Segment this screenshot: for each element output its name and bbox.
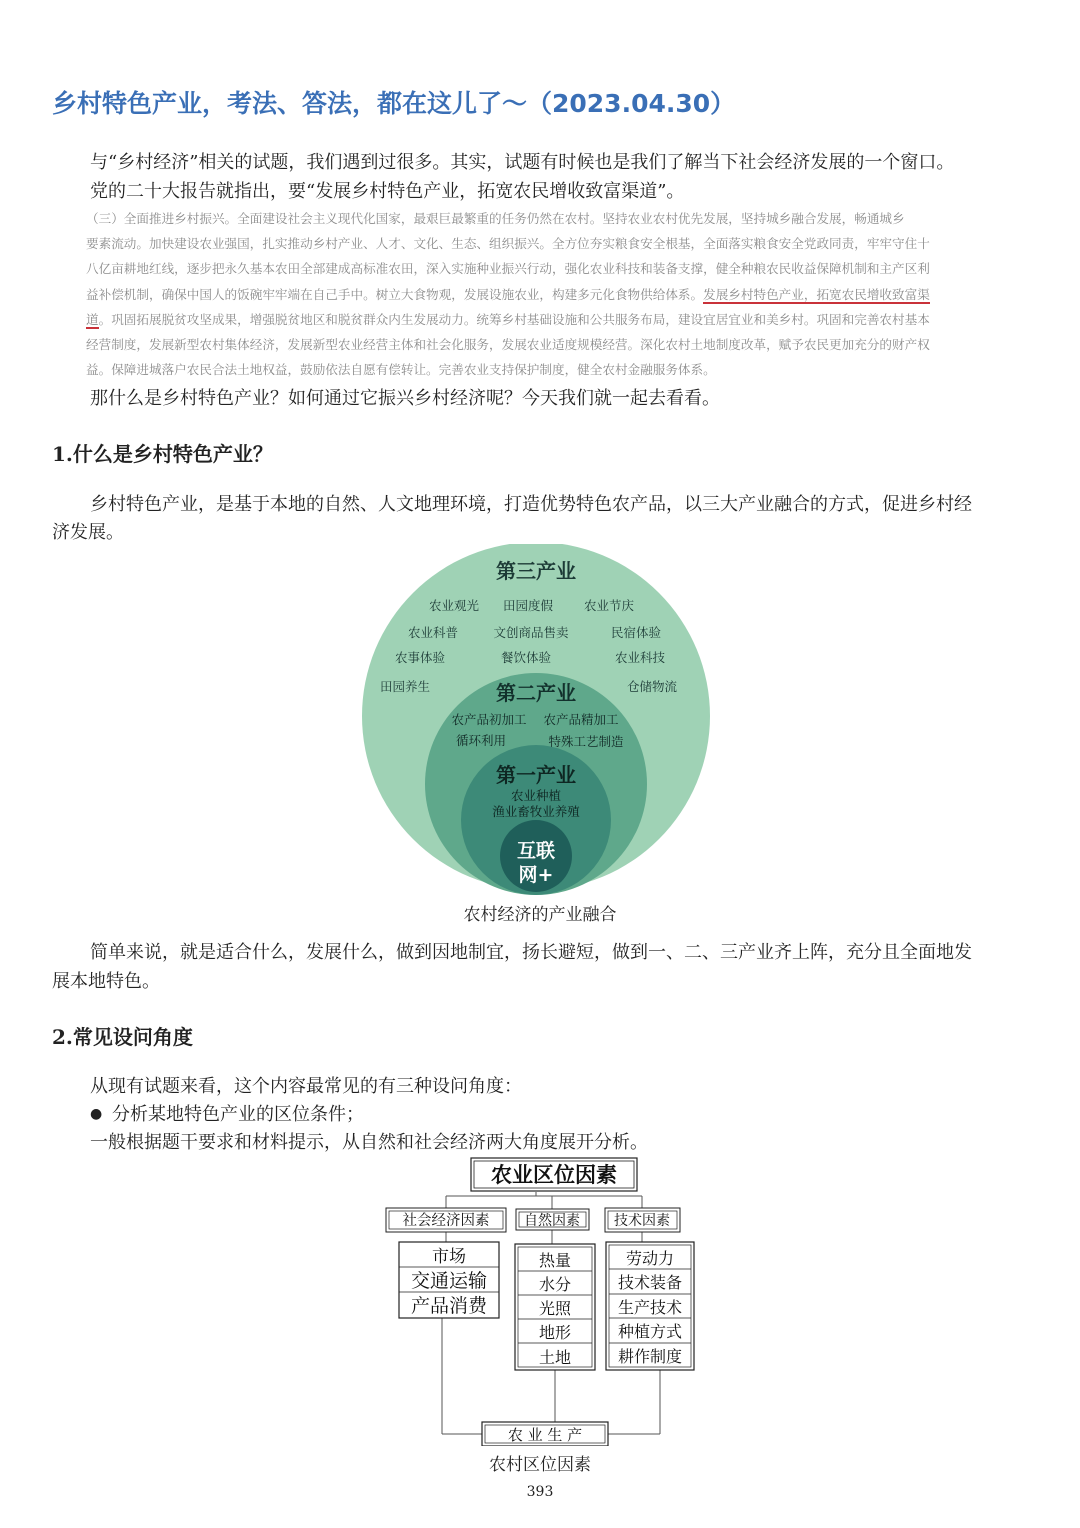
page-title: 乡村特色产业，考法、答法，都在这儿了～（2023.04.30） — [52, 89, 736, 118]
page-number: 393 — [526, 1484, 554, 1500]
excerpt-line: 经营制度，发展新型农村集体经济，发展新型农业经营主体和社会化服务，发展农业适度规模经营。深化农村土地制度改革，赋予农民更加充分的财产权 — [86, 337, 930, 353]
tech-factor-item: 劳动力 — [625, 1249, 675, 1268]
excerpt-text: 益补偿机制，确保中国人的饭碗牢牢端在自己手中。树立大食物观，发展设施农业，构建多元化食物供给体系。 — [86, 286, 704, 302]
section-1-heading: 1.什么是乡村特色产业？ — [52, 442, 273, 466]
social-factor-item: 交通运输 — [410, 1270, 488, 1292]
section-2-line-2: 一般根据题干要求和材料提示，从自然和社会经济两大角度展开分析。 — [90, 1132, 648, 1153]
bullet-icon: ● — [90, 1106, 103, 1122]
third-item: 田园度假 — [502, 598, 554, 613]
tech-factor-item: 耕作制度 — [617, 1347, 683, 1366]
excerpt-text: 。巩固拓展脱贫攻坚成果，增强脱贫地区和脱贫群众内生发展动力。统筹乡村基础设施和公共服务布局，建设宜居宜业和美乡村。巩固和完善农村基本 — [98, 311, 930, 327]
second-item: 农产品精加工 — [543, 712, 619, 727]
social-factor-item: 产品消费 — [410, 1295, 488, 1317]
tech-factor-item: 种植方式 — [617, 1322, 683, 1341]
agri-production-label: 农 业 生 产 — [507, 1426, 583, 1444]
bullet-item: 分析某地特色产业的区位条件； — [112, 1104, 364, 1125]
third-item: 餐饮体验 — [500, 650, 552, 665]
report-excerpt — [86, 206, 996, 382]
section-2-line-1: 从现有试题来看，这个内容最常见的有三种设问角度： — [90, 1076, 522, 1097]
third-item: 农业观光 — [428, 598, 480, 613]
first-item: 农业种植 — [510, 788, 562, 803]
summary-line-2: 展本地特色。 — [52, 971, 160, 992]
excerpt-line: 八亿亩耕地红线，逐步把永久基本农田全部建成高标准农田，深入实施种业振兴行动，强化农业科技和装备支撑，健全种粮农民收益保障机制和主产区利 — [86, 261, 930, 277]
industry-fusion-diagram — [356, 544, 724, 896]
third-item: 农业节庆 — [583, 598, 635, 613]
social-factor-item: 市场 — [432, 1247, 466, 1267]
question-line: 那什么是乡村特色产业？如何通过它振兴乡村经济呢？今天我们就一起去看看。 — [90, 388, 720, 409]
second-item: 循环利用 — [455, 733, 507, 748]
third-item: 田园养生 — [379, 679, 431, 694]
location-caption: 农村区位因素 — [489, 1455, 591, 1475]
third-item: 文创商品售卖 — [493, 625, 569, 640]
group-label-natural: 自然因素 — [524, 1213, 580, 1229]
second-item: 农产品初加工 — [451, 712, 527, 727]
internet-core-label: 互联 — [516, 840, 556, 862]
internet-core-label: 网+ — [518, 864, 554, 886]
second-industry-title: 第二产业 — [496, 681, 576, 705]
natural-factor-item: 水分 — [538, 1275, 572, 1294]
highlighted-phrase: 发展乡村特色产业，拓宽农民增收致富渠 — [703, 286, 930, 302]
excerpt-line: 要素流动。加快建设农业强国，扎实推动乡村产业、人才、文化、生态、组织振兴。全方位夯实粮食安全根基，全面落实粮食安全党政同责，牢牢守住十 — [86, 236, 930, 252]
natural-factor-item: 热量 — [538, 1251, 572, 1270]
location-factors-diagram — [380, 1156, 710, 1446]
excerpt-line — [86, 307, 996, 332]
intro-line-2: 党的二十大报告就指出，要“发展乡村特色产业，拓宽农民增收致富渠道”。 — [90, 181, 685, 202]
summary-line-1: 简单来说，就是适合什么，发展什么，做到因地制宜，扬长避短，做到一、二、三产业齐上阵，充分且全面地发 — [90, 942, 972, 963]
tech-factor-item: 技术装备 — [617, 1273, 683, 1292]
third-item: 农事体验 — [394, 650, 446, 665]
location-top-label: 农业区位因素 — [491, 1163, 617, 1187]
second-item: 特殊工艺制造 — [548, 734, 624, 749]
fusion-caption: 农村经济的产业融合 — [463, 905, 617, 925]
section-2-heading: 2.常见设问角度 — [52, 1025, 193, 1049]
first-item: 渔业畜牧业养殖 — [492, 804, 580, 819]
tech-factor-item: 生产技术 — [617, 1298, 683, 1317]
excerpt-line: （三）全面推进乡村振兴。全面建设社会主义现代化国家，最艰巨最繁重的任务仍然在农村。坚持农业农村优先发展，坚持城乡融合发展，畅通城乡 — [86, 211, 905, 226]
group-label-tech: 技术因素 — [614, 1213, 670, 1229]
excerpt-line — [86, 282, 996, 307]
section-1-para-line-2: 济发展。 — [52, 522, 124, 543]
intro-line-1: 与“乡村经济”相关的试题，我们遇到过很多。其实，试题有时候也是我们了解当下社会经济发展的一个窗口。 — [90, 152, 955, 173]
natural-factor-item: 地形 — [538, 1323, 572, 1342]
highlighted-phrase-end: 道 — [86, 311, 99, 327]
excerpt-line: 益。保障进城落户农民合法土地权益，鼓励依法自愿有偿转让。完善农业支持保护制度，健全农村金融服务体系。 — [86, 362, 716, 378]
third-industry-title: 第三产业 — [496, 559, 576, 583]
group-label-social: 社会经济因素 — [402, 1213, 490, 1229]
first-industry-title: 第一产业 — [496, 763, 576, 787]
third-item: 农业科技 — [614, 650, 666, 665]
third-item: 民宿体验 — [610, 625, 662, 640]
natural-factor-item: 光照 — [538, 1299, 572, 1318]
third-item: 仓储物流 — [626, 679, 678, 694]
third-item: 农业科普 — [407, 625, 459, 640]
natural-factor-item: 土地 — [538, 1348, 572, 1367]
section-1-para-line-1: 乡村特色产业，是基于本地的自然、人文地理环境，打造优势特色农产品，以三大产业融合的方式，促进乡村经 — [90, 494, 972, 515]
